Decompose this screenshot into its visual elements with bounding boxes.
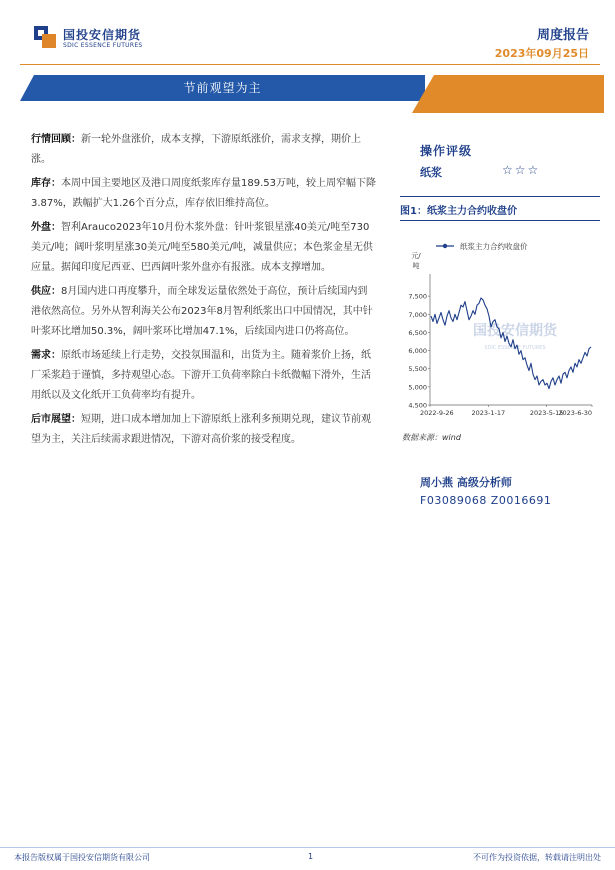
figure-divider — [400, 220, 600, 221]
watermark-cn: 国投安信期货 — [473, 323, 557, 339]
paragraph-demand — [31, 346, 376, 406]
footer-disclaimer: 不可作为投资依据，转载请注明出处 — [473, 853, 601, 862]
x-tick-label: 2023-6-30 — [558, 409, 592, 417]
footer-divider — [0, 847, 615, 848]
figure-source: 数据来源：wind — [402, 433, 461, 442]
paragraph-label: 供应： — [31, 286, 61, 297]
y-tick-label: 4,500 — [408, 401, 427, 410]
paragraph-text: 原纸市场延续上行走势，交投氛围温和，出货为主。随着浆价上扬，纸厂采浆趋于谨慎，多持观望心态。下游开工负荷率除白卡纸微幅下滑外，生活用纸以及文化纸开工负荷率均有提升。 — [31, 350, 371, 401]
brand-name-cn: 国投安信期货 — [63, 28, 142, 42]
paragraph-label: 需求： — [31, 350, 61, 361]
paragraph-outlook — [31, 410, 376, 450]
paragraph-label: 库存： — [31, 178, 61, 189]
series-line-pulp-close — [431, 298, 591, 389]
watermark-en: SDIC ESSENCE FUTURES — [484, 345, 546, 351]
footer-copyright: 本报告版权属于国投安信期货有限公司 — [14, 853, 150, 862]
report-type: 周度报告 — [536, 28, 589, 43]
paragraph-inventory — [31, 174, 376, 214]
paragraph-label: 外盘： — [31, 222, 61, 233]
y-axis-unit-2: 吨 — [412, 262, 420, 270]
paragraph-text: 8月国内进口再度攀升，而全球发运量依然处于高位，预计后续国内到港依然高位。另外从智利海关公布2023年8月智利纸浆出口中国情况，其中针叶浆环比增加50.3%，阔叶浆环比增加47.1%，后续国内进口仍将高位。 — [31, 286, 373, 337]
paragraph-text: 本周中国主要地区及港口周度纸浆库存量189.53万吨，较上周窄幅下降3.87%，跌幅扩大1.26个百分点，库存依旧维持高位。 — [31, 178, 376, 209]
y-tick-label: 6,000 — [408, 347, 427, 356]
banner-orange-band — [412, 75, 604, 113]
y-tick-label: 5,000 — [408, 383, 427, 392]
header-divider — [20, 64, 600, 65]
report-date: 2023年09月25日 — [494, 47, 589, 60]
paragraph-supply — [31, 282, 376, 342]
paragraph-label: 后市展望： — [31, 414, 81, 425]
x-tick-label: 2023-1-17 — [471, 409, 506, 417]
y-tick-label: 7,500 — [408, 292, 427, 301]
y-tick-label: 6,500 — [408, 328, 427, 337]
rating-divider — [400, 196, 600, 197]
title-banner — [20, 75, 604, 113]
paragraph-text: 短期，进口成本增加加上下游原纸上涨利多预期兑现，建议节前观望为主，关注后续需求跟进情况，下游对高价浆的接受程度。 — [31, 414, 371, 445]
paragraph-external-price — [31, 218, 376, 278]
y-axis-unit: 元/ — [411, 252, 421, 260]
sdic-logo-icon — [34, 26, 58, 48]
analyst-license: F03089068 Z0016691 — [420, 494, 552, 507]
page-number: 1 — [308, 852, 314, 861]
paragraph-text: 新一轮外盘涨价，成本支撑，下游原纸涨价，需求支撑，期价上涨。 — [31, 134, 361, 165]
price-chart — [400, 222, 605, 424]
y-tick-label: 5,500 — [408, 365, 427, 374]
report-header — [0, 0, 615, 80]
x-tick-label: 2023-5-15 — [529, 409, 564, 417]
legend-marker — [443, 244, 447, 248]
y-tick-label: 7,000 — [408, 310, 427, 319]
legend-label: 纸浆主力合约收盘价 — [460, 242, 528, 251]
rating-title: 操作评级 — [420, 144, 473, 158]
analyst-name: 周小燕 高级分析师 — [420, 476, 512, 489]
figure-title: 图1：纸浆主力合约收盘价 — [400, 206, 517, 217]
brand-name-en: SDIC ESSENCE FUTURES — [63, 42, 143, 49]
report-body — [31, 130, 376, 454]
paragraph-label: 行情回顾： — [31, 134, 81, 145]
paragraph-review — [31, 130, 376, 170]
rating-item: 纸浆 — [420, 166, 442, 179]
x-tick-label: 2022-9-26 — [420, 409, 454, 417]
rating-stars-icon: ☆☆☆ — [502, 163, 541, 177]
paragraph-text: 智利Arauco2023年10月份木浆外盘：针叶浆银星涨40美元/吨至730美元/吨；阔叶浆明星涨30美元/吨至580美元/吨，减量供应；本色浆金星无供应量。据闻印度尼西亚、巴西阔叶浆外盘亦有报涨。成本支撑增加。 — [31, 222, 373, 273]
report-title: 节前观望为主 — [183, 81, 262, 95]
section-label: 纸浆周报 — [458, 17, 507, 31]
